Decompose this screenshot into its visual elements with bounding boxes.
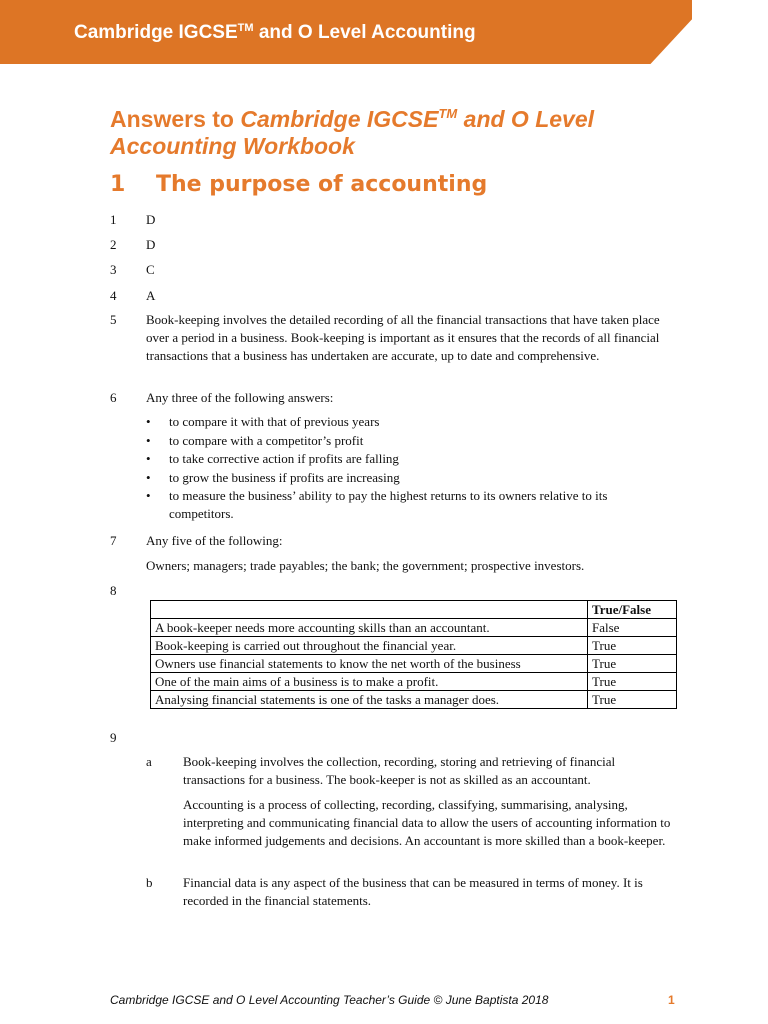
table-header-blank bbox=[151, 601, 588, 619]
answer-cell: True bbox=[588, 637, 677, 655]
page-number: 1 bbox=[668, 993, 675, 1007]
chapter-heading: 1 The purpose of accounting bbox=[110, 172, 488, 197]
question-number: 1 bbox=[110, 212, 117, 227]
answer-intro: Any three of the following answers: bbox=[146, 390, 334, 405]
bullet-item: • to compare it with that of previous years bbox=[146, 413, 666, 432]
bullet-item: • to grow the business if profits are increasing bbox=[146, 469, 666, 488]
question-number: 5 bbox=[110, 312, 117, 327]
table-row bbox=[151, 673, 677, 691]
document-title: Answers to Cambridge IGCSE™ and O Level Accounting Workbook bbox=[110, 106, 595, 159]
answer-cell: True bbox=[588, 673, 677, 691]
table-header-row bbox=[151, 601, 677, 619]
table-header-cell: True/False bbox=[588, 601, 677, 619]
table-row bbox=[151, 655, 677, 673]
table-row bbox=[151, 691, 677, 709]
question-number: 7 bbox=[110, 533, 117, 548]
answer-text: A bbox=[146, 288, 156, 303]
question-number: 6 bbox=[110, 390, 117, 405]
answer-paragraph: Book-keeping involves the detailed recording of all the financial transactions that have taken place over a period in a business. Book-keeping is important as it ensures that the records of all financial transactions that a business has undertaken are accurate, up to date and comprehensive. bbox=[146, 312, 660, 363]
bullet-item: • to take corrective action if profits are falling bbox=[146, 450, 666, 469]
answer-cell: True bbox=[588, 655, 677, 673]
statement-cell: Book-keeping is carried out throughout the financial year. bbox=[151, 637, 588, 655]
table-row bbox=[151, 619, 677, 637]
statement-cell: Owners use financial statements to know the net worth of the business bbox=[151, 655, 588, 673]
answer-paragraph: Financial data is any aspect of the business that can be measured in terms of money. It is recorded in the financial statements. bbox=[183, 875, 643, 908]
question-number: 2 bbox=[110, 237, 117, 252]
question-number: 9 bbox=[110, 730, 117, 745]
bullet-item: • to measure the business’ ability to pay the highest returns to its owners relative to its competitors. bbox=[146, 487, 666, 523]
answer-cell: True bbox=[588, 691, 677, 709]
answer-cell: False bbox=[588, 619, 677, 637]
header-title: Cambridge IGCSE™ and O Level Accounting bbox=[74, 22, 476, 43]
question-number: 3 bbox=[110, 262, 117, 277]
answer-intro: Any five of the following: bbox=[146, 533, 283, 548]
sub-question-label: a bbox=[146, 754, 152, 769]
answer-paragraph: Book-keeping involves the collection, recording, storing and retrieving of financial transactions for a business. The book-keeper is not as skilled as an accountant. bbox=[183, 754, 616, 787]
question-number: 4 bbox=[110, 288, 117, 303]
true-false-table bbox=[150, 600, 677, 709]
statement-cell: A book-keeper needs more accounting skills than an accountant. bbox=[151, 619, 588, 637]
statement-cell: One of the main aims of a business is to make a profit. bbox=[151, 673, 588, 691]
answer-text: Owners; managers; trade payables; the bank; the government; prospective investors. bbox=[146, 558, 585, 573]
answer-text: C bbox=[146, 262, 155, 277]
sub-question-label: b bbox=[146, 875, 153, 890]
answer-text: D bbox=[146, 237, 156, 252]
answer-text: D bbox=[146, 212, 156, 227]
statement-cell: Analysing financial statements is one of the tasks a manager does. bbox=[151, 691, 588, 709]
footer-text: Cambridge IGCSE and O Level Accounting Teacher’s Guide © June Baptista 2018 bbox=[110, 993, 549, 1007]
answer-paragraph: Accounting is a process of collecting, recording, classifying, summarising, analysing, interpreting and communicating financial data to allow the users of accounting information to make informed judgements and decisions. An accountant is more skilled than a book-keeper. bbox=[183, 797, 671, 848]
table-row bbox=[151, 637, 677, 655]
bullet-item: • to compare with a competitor’s profit bbox=[146, 432, 666, 451]
bullet-list bbox=[146, 413, 666, 523]
question-number: 8 bbox=[110, 583, 117, 598]
